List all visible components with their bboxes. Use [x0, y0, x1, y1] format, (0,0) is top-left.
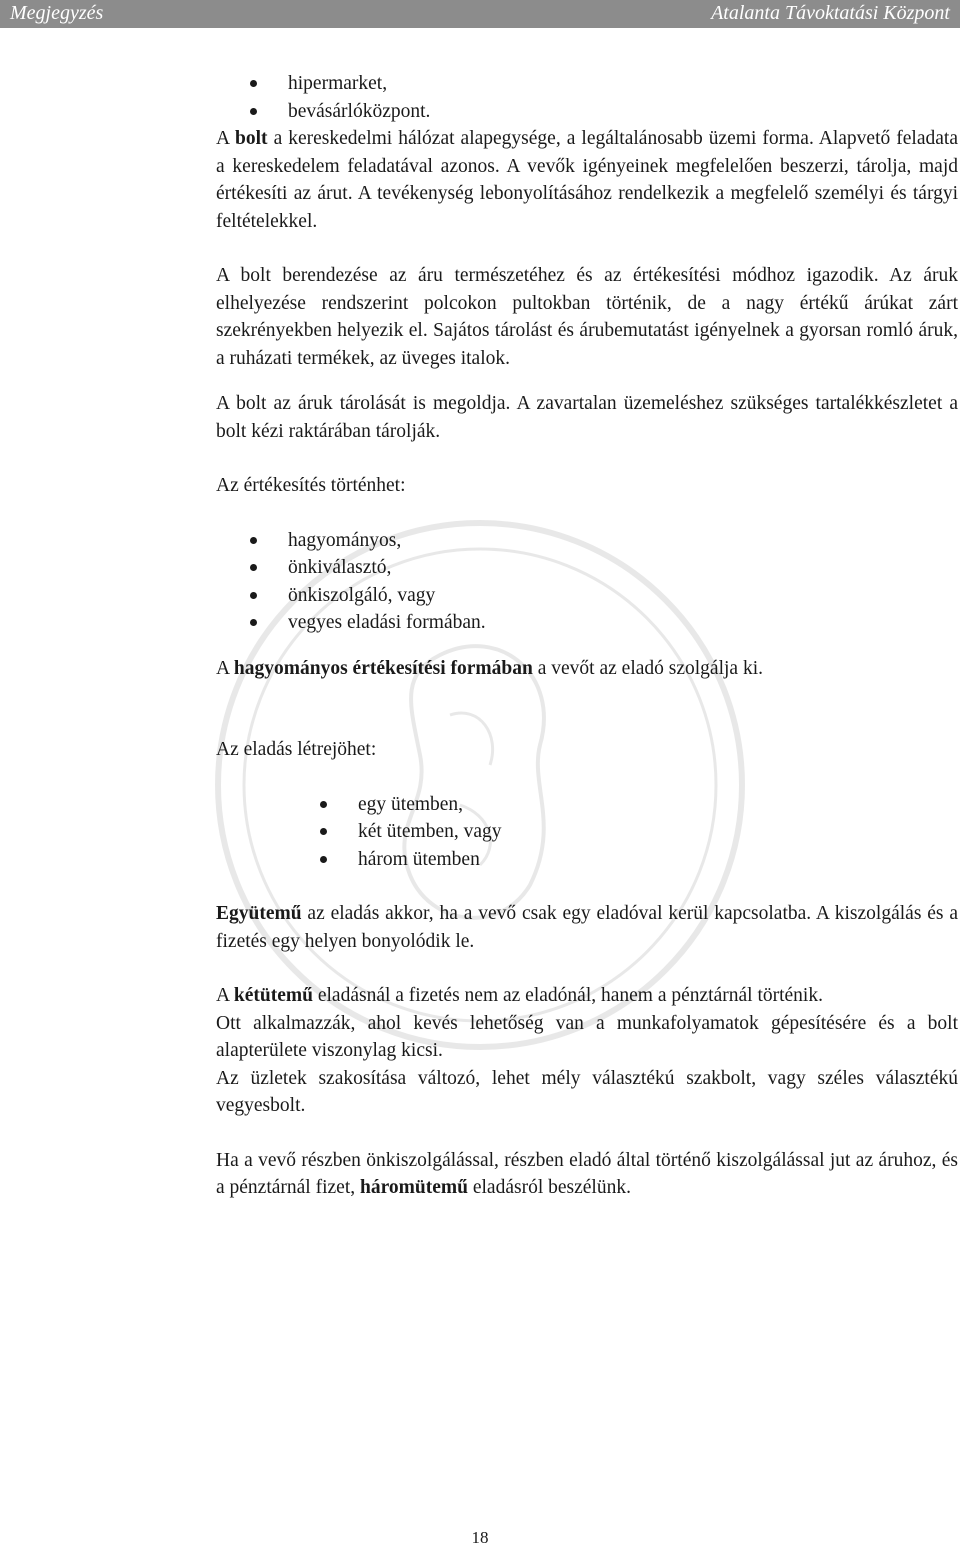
list-item: egy ütemben, [358, 791, 958, 819]
bold-term: Együtemű [216, 903, 302, 924]
list-item: bevásárlóközpont. [288, 98, 958, 126]
paragraph-szakositas: Az üzletek szakosítása változó, lehet mély választékú szakbolt, vagy széles választékú vegyesbolt. [216, 1067, 958, 1116]
header-right-label: Atalanta Távoktatási Központ [711, 2, 950, 24]
page-header [0, 0, 960, 28]
page-number: 18 [471, 1528, 489, 1547]
paragraph-hagyomanyos: A hagyományos értékesítési formában a vevőt az eladó szolgálja ki. [216, 657, 763, 679]
list-item: vegyes eladási formában. [288, 609, 958, 637]
paragraph-ketutemu: A kétütemű eladásnál a fizetés nem az eladónál, hanem a pénztárnál történik. [216, 985, 823, 1006]
paragraph-egyutemu: Együtemű az eladás akkor, ha a vevő csak egy eladóval kerül kapcsolatba. A kiszolgálás és a fizetés egy helyen bonyolódik le. [216, 903, 958, 952]
paragraph-haromutemu: Ha a vevő részben önkiszolgálással, részben eladó által történő kiszolgálással jut az áruhoz, és a pénztárnál fizet, háromütemű eladásról beszélünk. [216, 1149, 958, 1198]
sales-form-list [216, 527, 958, 637]
list-item: önkiválasztó, [288, 554, 958, 582]
list-item: két ütemben, vagy [358, 818, 958, 846]
bold-term: kétütemű [233, 985, 313, 1006]
bold-term: hagyományos értékesítési formában [233, 657, 533, 679]
paragraph-bolt: A bolt a kereskedelmi hálózat alapegysége, a legáltalánosabb üzemi forma. Alapvető feladata a kereskedelem feladatával azonos. A vevők igényeinek megfelelően beszerzi, tárolja, majd értékesíti az árut. A tevékenység lebonyolításához rendelkezik a megfelelő személyi és tárgyi feltételekkel. [216, 128, 958, 232]
store-type-list [216, 70, 958, 125]
paragraph-tarolas: A bolt az áruk tárolását is megoldja. A zavartalan üzemeléshez szükséges tartalékkészletet a bolt kézi raktárában tárolják. [216, 393, 958, 442]
paragraph-eladas: Az eladás létrejöhet: [216, 739, 377, 760]
list-item: önkiszolgáló, vagy [288, 582, 958, 610]
list-item: három ütemben [358, 846, 958, 874]
page-content [216, 70, 958, 1202]
bold-term: bolt [235, 128, 268, 149]
paragraph-berendezes: A bolt berendezése az áru természetéhez és az értékesítési módhoz igazodik. Az áruk elhelyezése rendszerint polcokon pultokban történik, de a nagy értékű árúkat zárt szekrényekben helyezik el. Sajátos tárolást és árubemutatást igényelnek a gyorsan romló áruk, a ruházati termékek, az üveges italok. [216, 265, 958, 369]
list-item: hipermarket, [288, 70, 958, 98]
list-item: hagyományos, [288, 527, 958, 555]
header-left-label: Megjegyzés [10, 2, 104, 24]
paragraph-ertekesites: Az értékesítés történhet: [216, 475, 406, 496]
bold-term: háromütemű [360, 1177, 468, 1198]
sale-stage-list [216, 791, 958, 874]
paragraph-alkalmazas: Ott alkalmazzák, ahol kevés lehetőség van a munkafolyamatok gépesítésére és a bolt alapterülete viszonylag kicsi. [216, 1012, 958, 1061]
